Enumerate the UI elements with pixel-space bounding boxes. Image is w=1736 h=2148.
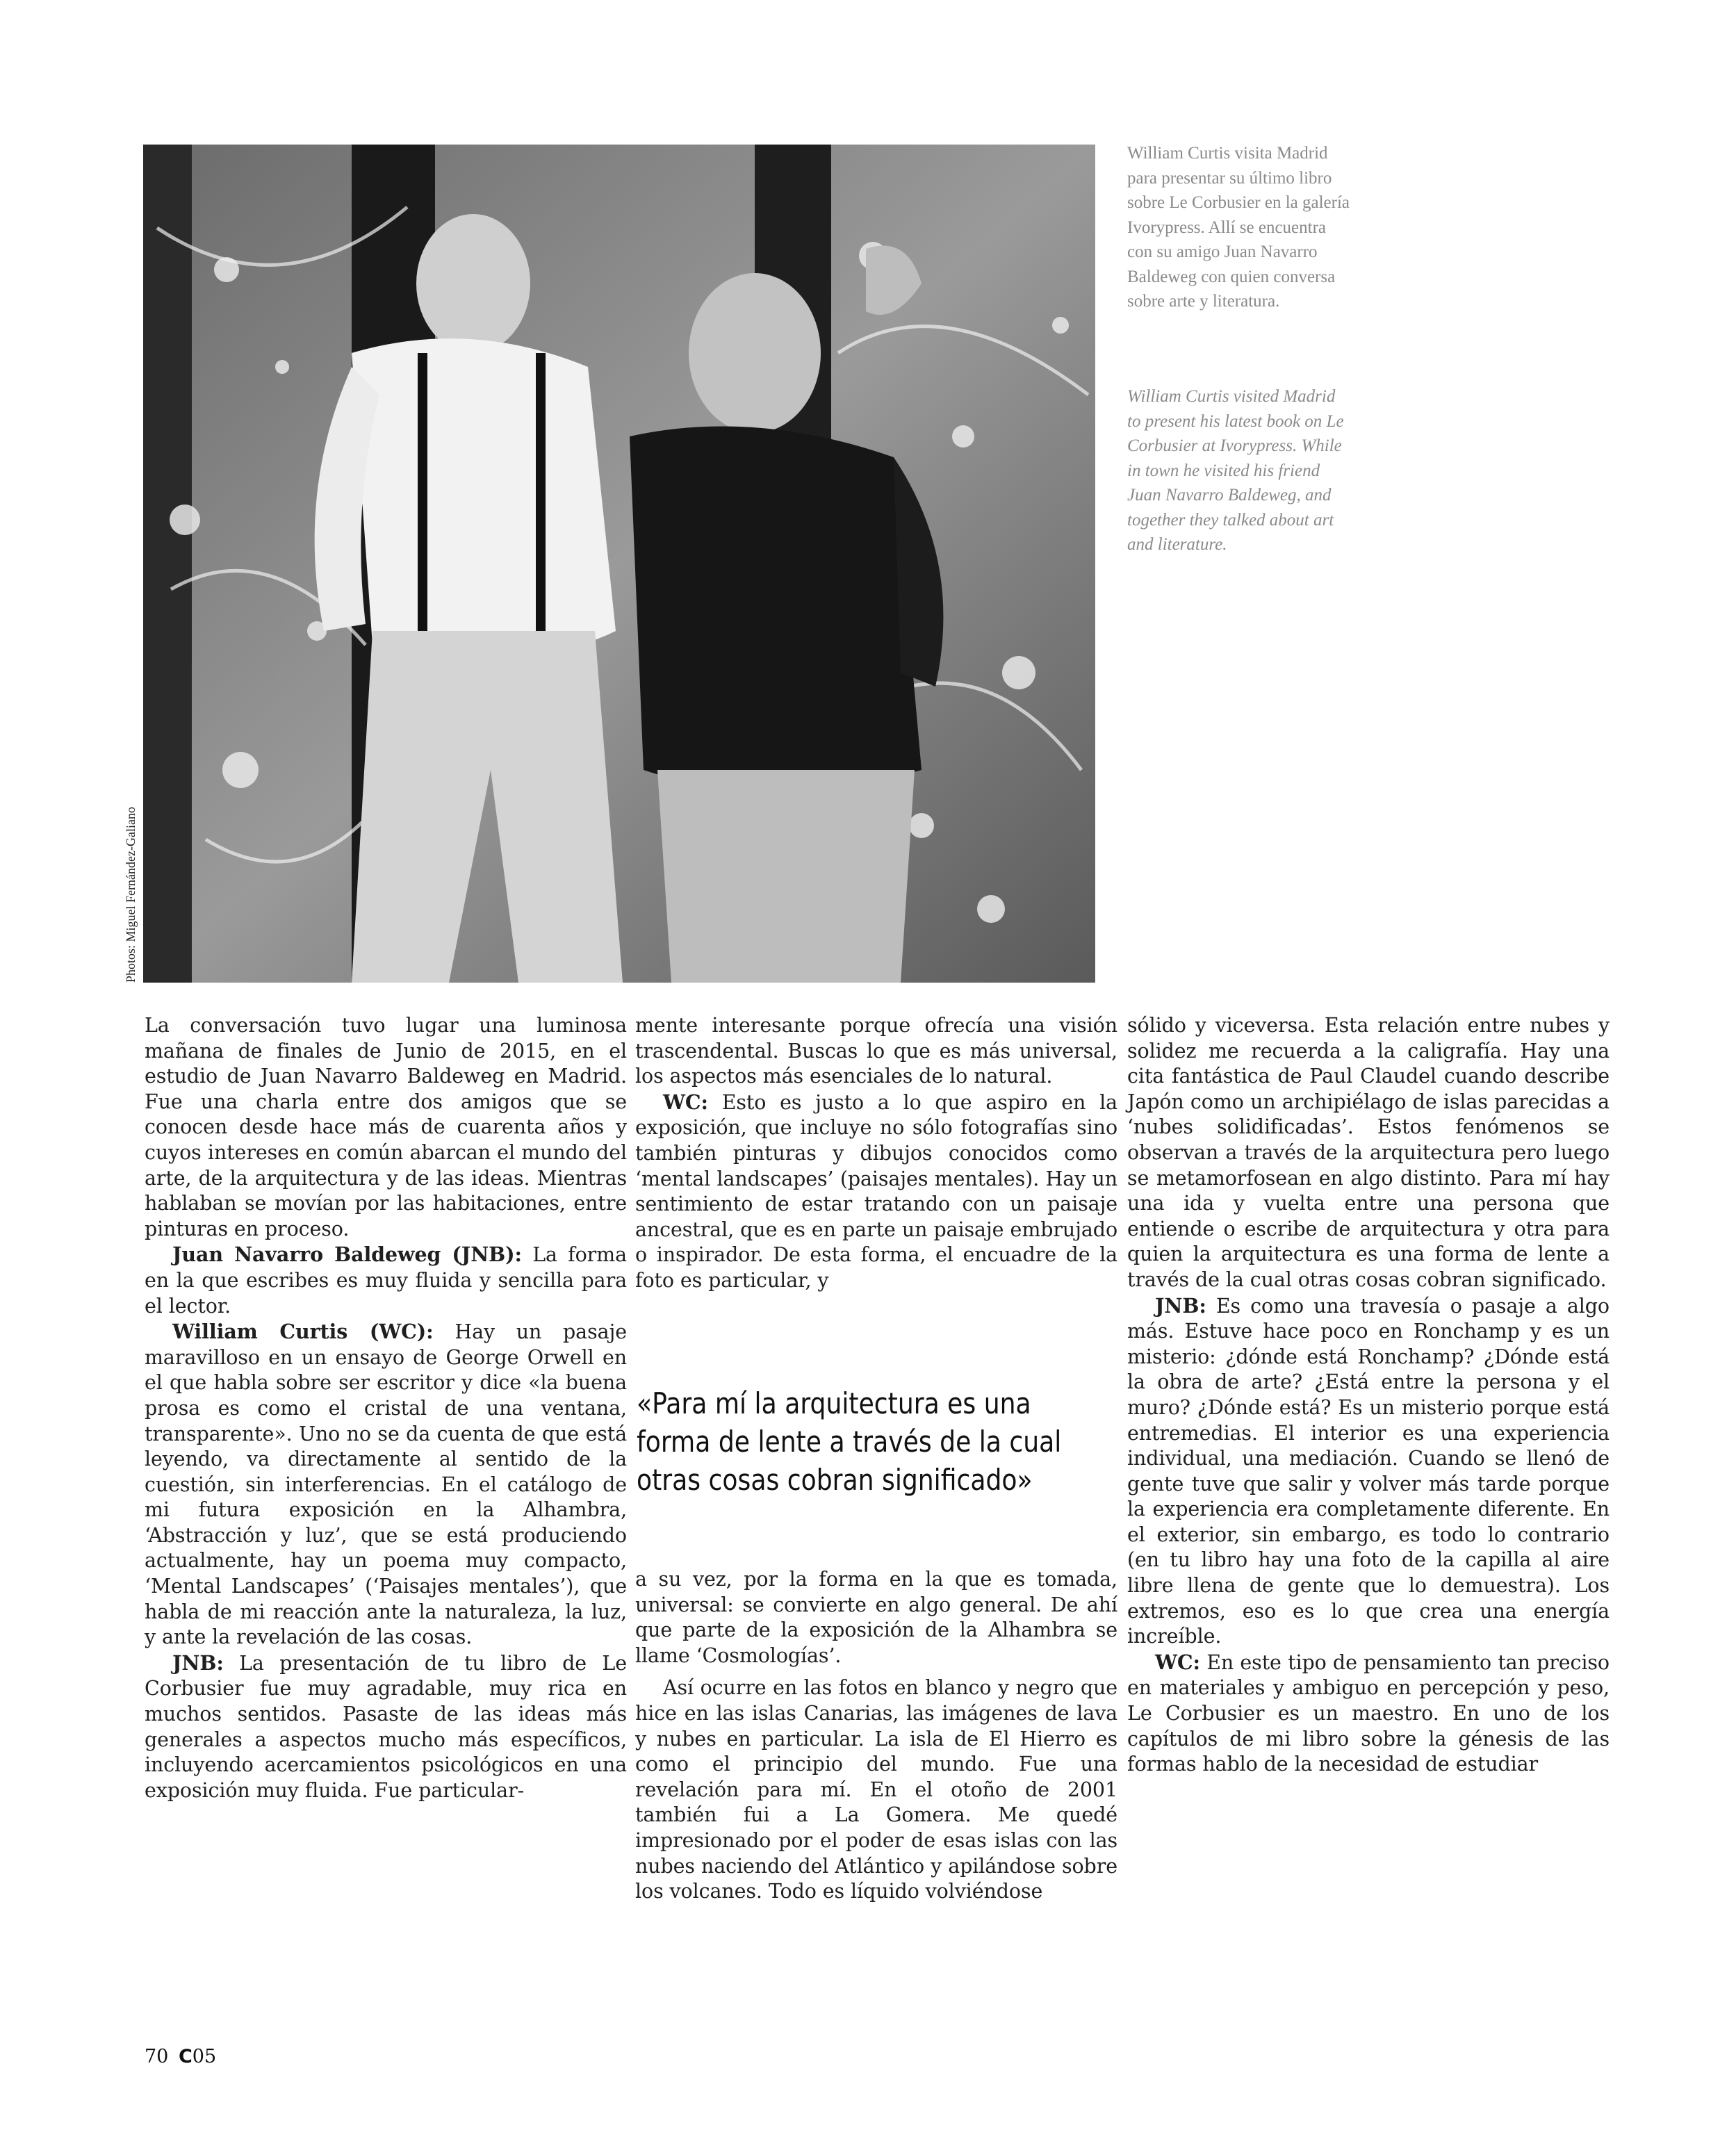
speaker-label: WC: <box>663 1090 708 1114</box>
article-photo <box>143 145 1095 983</box>
pull-quote: «Para mí la arquitectura es una forma de lente a través de la cual otras cosas cobran significado» <box>637 1386 1062 1497</box>
paragraph <box>145 1650 627 1804</box>
paragraph <box>1127 1650 1610 1778</box>
paragraph-text: Esto es justo a lo que aspiro en la exposición, que incluye no sólo fotografías sino también pinturas y dibujos conocidos como ‘mental landscapes’ (paisajes mentales). Hay un sentimiento de estar tratando con un paisaje ancestral, que es en parte un paisaje embrujado o inspirador. De esta forma, el encuadre de la foto es particular, y <box>635 1090 1117 1292</box>
issue-number: 05 <box>192 2046 217 2067</box>
page-number: 70 <box>145 2046 169 2067</box>
paragraph: La conversación tuvo lugar una luminosa mañana de finales de Junio de 2015, en el estudio de Juan Navarro Baldeweg en Madrid. Fue una charla entre dos amigos que se conocen desde hace más de cuarenta años y cuyos intereses en común abarcan el mundo del arte, de la arquitectura y de las ideas. Mientras hablaban se movían por las habitaciones, entre pinturas en proceso. <box>145 1014 627 1240</box>
paragraph: mente interesante porque ofrecía una visión trascendental. Buscas lo que es más universal, los aspectos más esenciales de lo natural. <box>635 1014 1117 1088</box>
speaker-label: JNB: <box>172 1650 224 1675</box>
paragraph-text: Hay un pasaje maravilloso en un ensayo de George Orwell en el que habla sobre ser escritor y dice «la buena prosa es como el cristal de una ventana, transparente». Uno no se da cuenta de que está leyendo, va directamente al sentido de la cuestión, sin interferencias. En el catálogo de mi futura exposición en la Alhambra, ‘Abstracción y luz’, que se está produciendo actualmente, hay un poema muy compacto, ‘Mental Landscapes’ (‘Paisajes mentales’), que habla de mi reacción ante la naturaleza, la luz, y ante la revelación de las cosas. <box>145 1320 627 1649</box>
magazine-logo: C <box>178 2046 193 2067</box>
text-column-1 <box>145 1013 627 1803</box>
paragraph <box>145 1319 627 1650</box>
speaker-label: William Curtis (WC): <box>172 1320 434 1344</box>
paragraph <box>145 1242 627 1319</box>
caption-english: William Curtis visited Madrid to present his latest book on Le Corbusier at Ivorypress. While in town he visited his friend Juan Navarro Baldeweg, and together they talked about art and literature. <box>1127 387 1344 554</box>
paragraph-text: La forma en la que escribes es muy fluida y sencilla para el lector. <box>145 1243 627 1318</box>
paragraph: Así ocurre en las fotos en blanco y negro que hice en las islas Canarias, las imágenes de lava y nubes en particular. La isla de El Hierro es como el principio del mundo. Fue una revelación para mí. En el otoño de 2001 también fui a La Gomera. Me quedé impresionado por el poder de esas islas con las nubes naciendo del Atlántico y apilándose sobre los volcanes. Todo es líquido volviéndose <box>635 1676 1117 1903</box>
speaker-label: Juan Navarro Baldeweg (JNB): <box>172 1243 522 1267</box>
text-column-3 <box>1127 1013 1610 1778</box>
speaker-label: WC: <box>1155 1650 1200 1674</box>
speaker-label: JNB: <box>1155 1293 1206 1318</box>
paragraph: sólido y viceversa. Esta relación entre nubes y solidez me recuerda a la caligrafía. Hay una cita fantástica de Paul Claudel cuando describe Japón como un archipiélago de islas parecidas a ‘nubes solidificadas’. Estos fenómenos se observan a través de la arquitectura pero luego se metamorfosean en algo distinto. Para mí hay una ida y vuelta entre una persona que entiende o escribe de arquitectura y otra para quien la arquitectura es una forma de lente a través de la cual otras cosas cobran significado. <box>1127 1014 1610 1291</box>
text-column-2 <box>635 1013 1117 1294</box>
page-folio <box>145 2046 216 2067</box>
paragraph: a su vez, por la forma en la que es tomada, universal: se convierte en algo general. De ahí que parte de la exposición de la Alhambra se llame ‘Cosmologías’. <box>635 1568 1117 1667</box>
photo-credit: Photos: Miguel Fernández-Galiano <box>124 807 138 983</box>
paragraph-text: Es como una travesía o pasaje a algo más. Estuve hace poco en Ronchamp y es un misterio: ¿dónde está Ronchamp? ¿Dónde está la obra de arte? ¿Está entre la persona y el muro? ¿Dónde está? Es un misterio porque está entremedias. El interior es una experiencia individual, una mediación. Cuando se llenó de gente tuve que salir y volver más tarde porque la experiencia era completamente diferente. En el exterior, sin embargo, es todo lo contrario (en tu libro hay una foto de la capilla al aire libre llena de gente que lo demuestra). Los extremos, eso es lo que crea una energía increíble. <box>1127 1294 1610 1648</box>
paragraph <box>635 1090 1117 1294</box>
paragraph <box>1127 1293 1610 1650</box>
paragraph-text: En este tipo de pensamiento tan preciso en materiales y ambiguo en percepción y peso, Le Corbusier es un maestro. En uno de los capítulos de mi libro sobre la génesis de las formas hablo de la necesidad de estudiar <box>1127 1650 1610 1776</box>
paragraph-text: La presentación de tu libro de Le Corbusier fue muy agradable, muy rica en muchos sentidos. Pasaste de las ideas más generales a aspectos mucho más específicos, incluyendo acercamientos psicológicos en una exposición muy fluida. Fue particular- <box>145 1651 627 1802</box>
caption-spanish: William Curtis visita Madrid para presentar su último libro sobre Le Corbusier en la galería Ivorypress. Allí se encuentra con su amigo Juan Navarro Baldeweg con quien conversa sobre arte y literatura. <box>1127 144 1350 311</box>
photo-illustration <box>143 145 1095 983</box>
text-column-2-continued <box>635 1567 1117 1905</box>
